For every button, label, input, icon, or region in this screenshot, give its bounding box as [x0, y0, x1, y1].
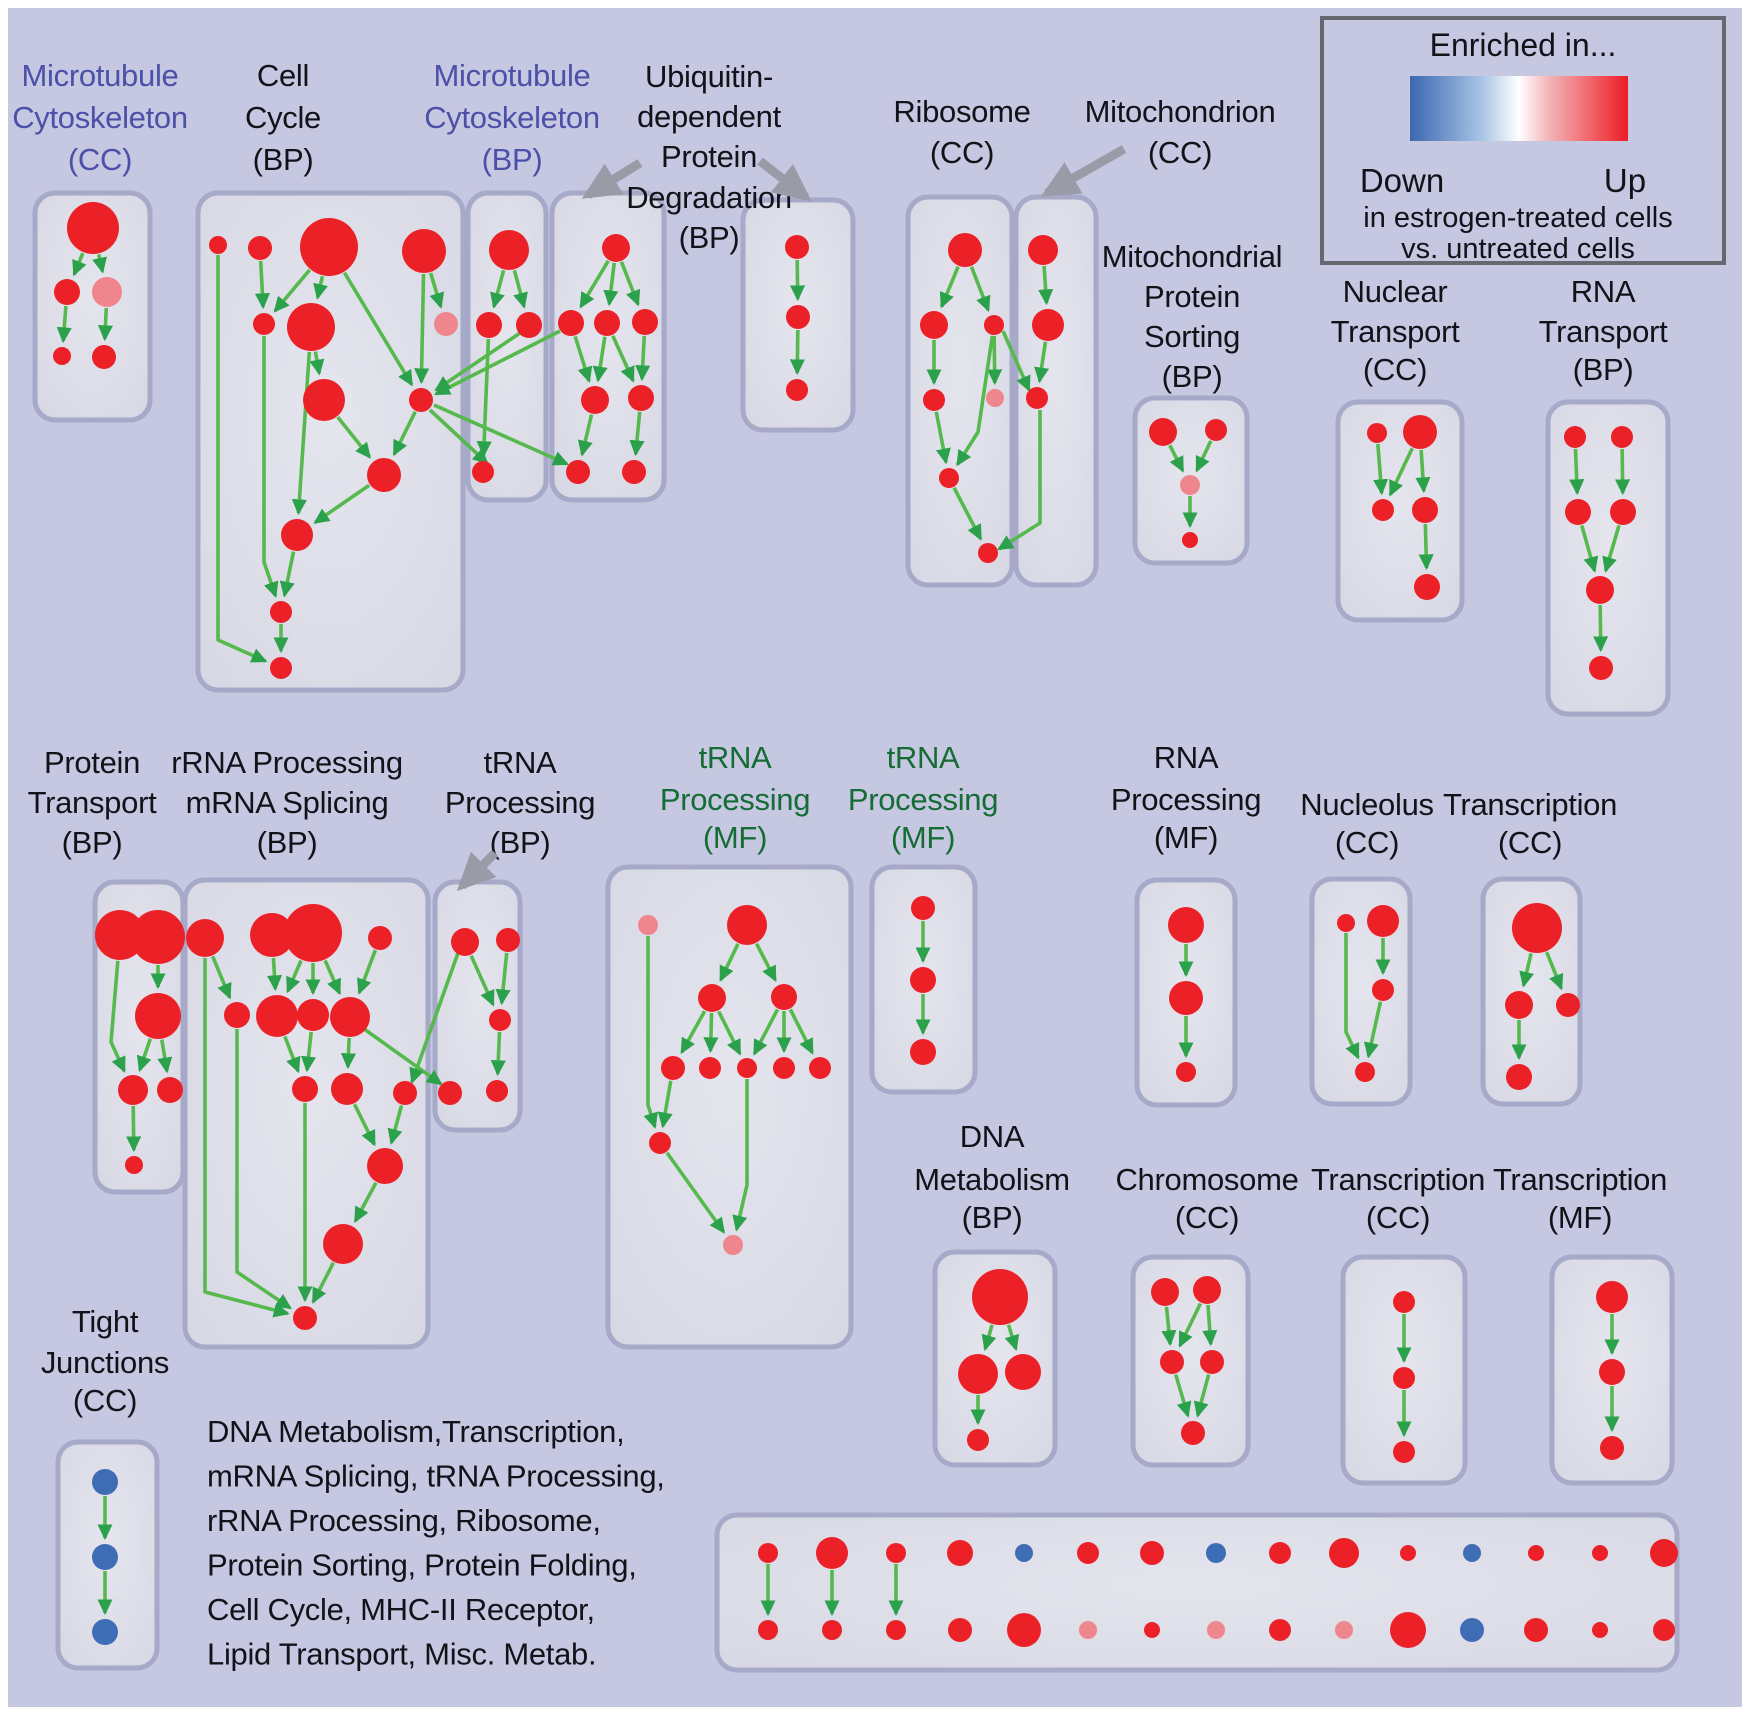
legend-subtitle-line2: vs. untreated cells: [1401, 233, 1635, 265]
protein-transport-bp-node-5: [125, 1156, 143, 1174]
mitochondrion-cc-node-0: [1028, 235, 1058, 265]
rna-processing-mf-node-0: [1168, 907, 1204, 943]
protein-transport-bp-label-line-2: (BP): [61, 825, 123, 860]
trna-processing-mf-large-node-1: [727, 905, 767, 945]
cell-cycle-bp-node-0: [209, 236, 227, 254]
mitochondrion-cc-node-2: [1026, 387, 1048, 409]
cell-cycle-bp-label-line-1: Cycle: [244, 100, 322, 135]
trna-processing-bp-node-2: [489, 1009, 511, 1031]
bottom-text-line-1: mRNA Splicing, tRNA Processing,: [207, 1458, 665, 1494]
rna-transport-bp-node-2: [1565, 499, 1591, 525]
microtubule-cytoskeleton-cc-node-4: [92, 345, 116, 369]
bottom-text-line-4: Cell Cycle, MHC-II Receptor,: [207, 1592, 595, 1627]
rrna-processing-mrna-splicing-bp-node-4: [224, 1002, 250, 1028]
tight-junctions-cc-node-2: [92, 1619, 118, 1645]
ubiquitin-degradation-bp-left-label-line-2: Protein: [660, 139, 758, 174]
misc-categories-box-node-28: [1592, 1622, 1608, 1638]
nuclear-transport-cc-label-line-0: Nuclear: [1342, 274, 1448, 309]
cell-cycle-bp-node-10: [281, 519, 313, 551]
trna-processing-mf-small-node-1: [910, 967, 936, 993]
microtubule-cytoskeleton-cc-label-line-0: Microtubule: [21, 58, 179, 93]
transcription-cc-mid-node-1: [1505, 991, 1533, 1019]
misc-categories-box-node-0: [758, 1543, 778, 1563]
misc-categories-box-node-13: [1592, 1545, 1608, 1561]
legend-title: Enriched in...: [1429, 27, 1617, 63]
misc-categories-box-node-7: [1206, 1543, 1226, 1563]
ubiquitin-degradation-bp-left-label-line-4: (BP): [678, 220, 740, 255]
ubiquitin-degradation-bp-left-label-line-1: dependent: [637, 99, 781, 134]
cell-cycle-bp-node-5: [287, 303, 335, 351]
chromosome-cc-node-3: [1200, 1350, 1224, 1374]
transcription-cc-mid-label-line-1: (CC): [1497, 825, 1563, 860]
rna-transport-bp-node-4: [1586, 576, 1614, 604]
misc-categories-box-node-9: [1329, 1538, 1359, 1568]
misc-categories-box-node-24: [1335, 1621, 1353, 1639]
rrna-processing-mrna-splicing-bp-edge-9: [348, 1038, 349, 1067]
chromosome-cc-node-1: [1193, 1276, 1221, 1304]
cell-cycle-bp-node-9: [367, 458, 401, 492]
rrna-processing-mrna-splicing-bp-node-6: [297, 999, 329, 1031]
transcription-mf-node-2: [1600, 1436, 1624, 1460]
ubiquitin-degradation-bp-right-node-1: [786, 305, 810, 329]
rrna-processing-mrna-splicing-bp-edge-2: [273, 958, 275, 989]
nuclear-transport-cc-node-1: [1403, 415, 1437, 449]
trna-processing-mf-large-node-0: [638, 915, 658, 935]
nucleolus-cc-node-2: [1372, 979, 1394, 1001]
cell-cycle-bp-edge-5: [421, 274, 423, 382]
trna-processing-mf-small-label-line-0: tRNA: [886, 740, 960, 775]
trna-processing-mf-large-node-10: [723, 1235, 743, 1255]
trna-processing-mf-large-node-9: [649, 1132, 671, 1154]
ubiquitin-degradation-bp-left-node-3: [632, 309, 658, 335]
trna-processing-mf-small-label-line-1: Processing: [847, 782, 999, 817]
misc-categories-box-node-15: [758, 1620, 778, 1640]
misc-categories-box-node-18: [948, 1618, 972, 1642]
tight-junctions-cc-label-line-2: (CC): [72, 1383, 138, 1418]
protein-transport-bp-node-1: [131, 910, 185, 964]
mitochondrion-cc-node-1: [1032, 309, 1064, 341]
rrna-processing-mrna-splicing-bp-node-11: [367, 1148, 403, 1184]
misc-categories-box-node-27: [1524, 1618, 1548, 1642]
cell-cycle-bp-node-7: [303, 379, 345, 421]
nuclear-transport-cc-node-4: [1414, 574, 1440, 600]
bottom-text-line-3: Protein Sorting, Protein Folding,: [207, 1547, 637, 1583]
mitochondrial-protein-sorting-bp-node-0: [1149, 418, 1177, 446]
transcription-cc-mid-label-line-0: Transcription: [1442, 787, 1618, 822]
rna-transport-bp-label-line-1: Transport: [1538, 314, 1668, 349]
ubiquitin-degradation-bp-left-node-1: [558, 310, 584, 336]
microtubule-cytoskeleton-bp-node-2: [516, 312, 542, 338]
microtubule-cytoskeleton-bp-node-3: [472, 461, 494, 483]
ubiquitin-degradation-bp-left-label-line-0: Ubiquitin-: [645, 59, 773, 94]
trna-processing-mf-large-label-line-0: tRNA: [698, 740, 772, 775]
microtubule-cytoskeleton-cc-node-2: [92, 277, 122, 307]
microtubule-cytoskeleton-bp-label-line-0: Microtubule: [433, 58, 591, 93]
ubiquitin-degradation-bp-left-node-5: [628, 385, 654, 411]
rrna-processing-mrna-splicing-bp-node-12: [323, 1224, 363, 1264]
chromosome-cc-label-line-0: Chromosome: [1115, 1162, 1299, 1197]
trna-processing-mf-large-node-8: [809, 1057, 831, 1079]
microtubule-cytoskeleton-cc-edge-3: [105, 308, 106, 339]
protein-transport-bp-edge-4: [133, 1106, 134, 1150]
ribosome-cc-node-3: [923, 389, 945, 411]
misc-categories-box-node-26: [1460, 1618, 1484, 1642]
tight-junctions-cc-label-line-0: Tight: [71, 1304, 139, 1339]
transcription-cc-bottom-label-line-0: Transcription: [1310, 1162, 1486, 1197]
ribosome-cc-label-line-1: (CC): [929, 135, 995, 170]
trna-processing-mf-large-node-5: [699, 1057, 721, 1079]
tight-junctions-cc-label-line-1: Junctions: [40, 1345, 170, 1380]
mitochondrial-protein-sorting-bp-node-3: [1182, 532, 1198, 548]
transcription-cc-bottom-node-2: [1393, 1441, 1415, 1463]
misc-categories-box-node-23: [1269, 1619, 1291, 1641]
nucleolus-cc-label-line-1: (CC): [1334, 825, 1400, 860]
trna-processing-mf-small-node-0: [911, 896, 935, 920]
trna-processing-bp-edge-2: [498, 1032, 500, 1074]
misc-categories-box-node-20: [1079, 1621, 1097, 1639]
nuclear-transport-cc-box: [1338, 402, 1462, 620]
rrna-processing-mrna-splicing-bp-label-line-0: rRNA Processing: [171, 745, 403, 780]
protein-transport-bp-node-2: [135, 993, 181, 1039]
tight-junctions-cc-node-0: [92, 1469, 118, 1495]
legend-down-label: Down: [1359, 162, 1445, 199]
mitochondrial-protein-sorting-bp-label-line-1: Protein: [1143, 279, 1241, 314]
rna-processing-mf-label-line-2: (MF): [1153, 820, 1219, 855]
misc-categories-box-node-16: [822, 1620, 842, 1640]
rrna-processing-mrna-splicing-bp-node-10: [393, 1081, 417, 1105]
transcription-mf-node-0: [1596, 1281, 1628, 1313]
ubiquitin-degradation-bp-left-node-7: [622, 460, 646, 484]
rrna-processing-mrna-splicing-bp-node-8: [292, 1076, 318, 1102]
cell-cycle-bp-node-2: [300, 218, 358, 276]
cell-cycle-bp-node-1: [248, 236, 272, 260]
transcription-mf-label-line-1: (MF): [1547, 1200, 1613, 1235]
microtubule-cytoskeleton-cc-label-line-1: Cytoskeleton: [12, 100, 188, 135]
dna-metabolism-bp-node-0: [972, 1269, 1028, 1325]
rna-transport-bp-node-1: [1611, 426, 1633, 448]
mitochondrial-protein-sorting-bp-label-line-3: (BP): [1161, 359, 1223, 394]
trna-processing-mf-large-node-6: [737, 1058, 757, 1078]
transcription-cc-bottom-label-line-1: (CC): [1365, 1200, 1431, 1235]
cell-cycle-bp-node-4: [253, 313, 275, 335]
trna-processing-bp-label-line-0: tRNA: [483, 745, 557, 780]
misc-categories-box-node-1: [816, 1537, 848, 1569]
nuclear-transport-cc-node-3: [1412, 497, 1438, 523]
cell-cycle-bp-label-line-2: (BP): [252, 142, 314, 177]
mitochondrial-protein-sorting-bp-label-line-0: Mitochondrial: [1101, 239, 1283, 274]
bottom-text-line-0: DNA Metabolism,Transcription,: [207, 1414, 625, 1449]
rrna-processing-mrna-splicing-bp-node-0: [186, 919, 224, 957]
ubiquitin-degradation-bp-right-node-2: [786, 379, 808, 401]
rna-transport-bp-edge-4: [1600, 605, 1601, 650]
ribosome-cc-node-2: [984, 315, 1004, 335]
rrna-processing-mrna-splicing-bp-node-9: [331, 1073, 363, 1105]
misc-categories-box-node-8: [1269, 1542, 1291, 1564]
rna-processing-mf-label-line-1: Processing: [1110, 782, 1262, 817]
ribosome-cc-node-4: [986, 389, 1004, 407]
bottom-text-line-5: Lipid Transport, Misc. Metab.: [207, 1636, 597, 1672]
trna-processing-mf-large-edge-4: [710, 1013, 711, 1051]
microtubule-cytoskeleton-bp-label-line-1: Cytoskeleton: [424, 100, 600, 135]
misc-categories-box-node-12: [1528, 1545, 1544, 1561]
misc-categories-box-box: [717, 1515, 1677, 1670]
nucleolus-cc-node-3: [1355, 1062, 1375, 1082]
microtubule-cytoskeleton-bp-node-0: [489, 230, 529, 270]
transcription-cc-mid-node-0: [1512, 903, 1562, 953]
rna-transport-bp-label-line-0: RNA: [1570, 274, 1636, 309]
protein-transport-bp-node-3: [118, 1075, 148, 1105]
misc-categories-box-node-5: [1077, 1542, 1099, 1564]
misc-categories-box-node-25: [1390, 1612, 1426, 1648]
mitochondrion-cc-edge-0: [1044, 266, 1046, 303]
nuclear-transport-cc-edge-3: [1425, 524, 1426, 568]
trna-processing-bp-label-line-2: (BP): [489, 825, 551, 860]
misc-categories-box-node-29: [1653, 1619, 1675, 1641]
mitochondrial-protein-sorting-bp-label-line-2: Sorting: [1143, 319, 1241, 354]
misc-categories-box-node-22: [1207, 1621, 1225, 1639]
rna-processing-mf-node-2: [1176, 1062, 1196, 1082]
mitochondrion-cc-label-line-1: (CC): [1147, 135, 1213, 170]
dna-metabolism-bp-label-line-1: Metabolism: [914, 1162, 1070, 1197]
rrna-processing-mrna-splicing-bp-node-5: [256, 995, 298, 1037]
rrna-processing-mrna-splicing-bp-node-3: [368, 926, 392, 950]
cell-cycle-bp-node-6: [434, 312, 458, 336]
microtubule-cytoskeleton-cc-node-1: [54, 279, 80, 305]
rna-transport-bp-edge-1: [1622, 449, 1623, 493]
trna-processing-bp-node-3: [438, 1081, 462, 1105]
chromosome-cc-node-4: [1181, 1421, 1205, 1445]
nucleolus-cc-label-line-0: Nucleolus: [1300, 787, 1434, 822]
microtubule-cytoskeleton-bp-label-line-2: (BP): [481, 142, 543, 177]
misc-categories-box-node-6: [1140, 1541, 1164, 1565]
trna-processing-mf-small-node-2: [910, 1039, 936, 1065]
transcription-cc-bottom-node-1: [1393, 1367, 1415, 1389]
trna-processing-mf-large-label-line-1: Processing: [659, 782, 811, 817]
trna-processing-mf-large-box: [608, 867, 851, 1347]
trna-processing-mf-large-label-line-2: (MF): [702, 820, 768, 855]
dna-metabolism-bp-node-1: [958, 1354, 998, 1394]
ubiquitin-degradation-bp-left-node-4: [581, 386, 609, 414]
nucleolus-cc-node-0: [1337, 914, 1355, 932]
rrna-processing-mrna-splicing-bp-label-line-1: mRNA Splicing: [185, 785, 389, 820]
cell-cycle-bp-label-line-0: Cell: [256, 58, 310, 93]
rna-transport-bp-edge-0: [1575, 449, 1577, 493]
mitochondrial-protein-sorting-bp-node-2: [1180, 475, 1200, 495]
trna-processing-mf-large-node-2: [698, 984, 726, 1012]
nuclear-transport-cc-label-line-2: (CC): [1362, 352, 1428, 387]
protein-transport-bp-label-line-0: Protein: [43, 745, 141, 780]
microtubule-cytoskeleton-cc-node-0: [67, 202, 119, 254]
transcription-mf-node-1: [1599, 1359, 1625, 1385]
chromosome-cc-node-0: [1151, 1278, 1179, 1306]
rna-processing-mf-node-1: [1169, 981, 1203, 1015]
trna-processing-bp-node-4: [486, 1080, 508, 1102]
tight-junctions-cc-node-1: [92, 1544, 118, 1570]
misc-categories-box-node-2: [886, 1543, 906, 1563]
trna-processing-mf-large-node-3: [771, 984, 797, 1010]
legend-up-label: Up: [1603, 162, 1647, 199]
misc-categories-box-node-3: [947, 1540, 973, 1566]
transcription-cc-bottom-node-0: [1393, 1291, 1415, 1313]
microtubule-cytoskeleton-cc-node-3: [53, 347, 71, 365]
mitochondrial-protein-sorting-bp-node-1: [1205, 419, 1227, 441]
ubiquitin-degradation-bp-left-node-0: [602, 234, 630, 262]
ribosome-cc-node-0: [948, 233, 982, 267]
rrna-processing-mrna-splicing-bp-node-13: [293, 1306, 317, 1330]
legend-gradient-bar: [1410, 76, 1628, 141]
dna-metabolism-bp-node-3: [967, 1429, 989, 1451]
ribosome-cc-edge-3: [994, 336, 995, 383]
ubiquitin-degradation-bp-left-label-line-3: Degradation: [626, 180, 792, 215]
transcription-cc-mid-node-2: [1556, 993, 1580, 1017]
transcription-mf-label-line-0: Transcription: [1492, 1162, 1668, 1197]
nuclear-transport-cc-node-0: [1367, 423, 1387, 443]
rna-transport-bp-node-0: [1564, 426, 1586, 448]
nucleolus-cc-node-1: [1367, 905, 1399, 937]
protein-transport-bp-node-4: [157, 1077, 183, 1103]
cell-cycle-bp-node-8: [409, 388, 433, 412]
chromosome-cc-label-line-1: (CC): [1174, 1200, 1240, 1235]
microtubule-cytoskeleton-cc-label-line-2: (CC): [67, 142, 133, 177]
misc-categories-box-node-11: [1463, 1544, 1481, 1562]
misc-categories-box-node-14: [1650, 1539, 1678, 1567]
cell-cycle-bp-node-11: [270, 601, 292, 623]
trna-processing-bp-node-1: [496, 928, 520, 952]
rna-transport-bp-label-line-2: (BP): [1572, 352, 1634, 387]
trna-processing-bp-node-0: [451, 928, 479, 956]
ubiquitin-degradation-bp-right-edge-1: [797, 330, 798, 373]
legend-subtitle-line1: in estrogen-treated cells: [1363, 202, 1673, 234]
rna-processing-mf-label-line-0: RNA: [1153, 740, 1219, 775]
chromosome-cc-node-2: [1160, 1350, 1184, 1374]
cell-cycle-bp-node-3: [402, 229, 446, 273]
ribosome-cc-label-line-0: Ribosome: [893, 94, 1031, 129]
rrna-processing-mrna-splicing-bp-node-7: [330, 997, 370, 1037]
ribosome-cc-node-6: [978, 543, 998, 563]
dna-metabolism-bp-label-line-0: DNA: [959, 1119, 1025, 1154]
transcription-cc-mid-node-3: [1506, 1064, 1532, 1090]
rrna-processing-mrna-splicing-bp-node-2: [284, 904, 342, 962]
ribosome-cc-node-1: [920, 311, 948, 339]
ubiquitin-degradation-bp-right-edge-0: [797, 260, 798, 299]
ubiquitin-degradation-bp-left-node-6: [566, 460, 590, 484]
microtubule-cytoskeleton-bp-node-1: [476, 312, 502, 338]
rna-transport-bp-node-5: [1589, 656, 1613, 680]
protein-transport-bp-label-line-1: Transport: [27, 785, 157, 820]
misc-categories-box-node-4: [1015, 1544, 1033, 1562]
misc-categories-box-node-21: [1144, 1622, 1160, 1638]
cell-cycle-bp-edge-1: [261, 261, 263, 307]
ubiquitin-degradation-bp-right-node-0: [785, 235, 809, 259]
dna-metabolism-bp-node-2: [1005, 1354, 1041, 1390]
bottom-text-line-2: rRNA Processing, Ribosome,: [207, 1503, 601, 1538]
trna-processing-bp-label-line-1: Processing: [444, 785, 596, 820]
trna-processing-mf-large-node-7: [773, 1057, 795, 1079]
trna-processing-mf-large-node-4: [661, 1056, 685, 1080]
nuclear-transport-cc-label-line-1: Transport: [1330, 314, 1460, 349]
mitochondrion-cc-label-line-0: Mitochondrion: [1084, 94, 1276, 129]
ribosome-cc-node-5: [939, 468, 959, 488]
misc-categories-box-node-19: [1007, 1613, 1041, 1647]
ubiquitin-degradation-bp-left-edge-6: [642, 336, 644, 379]
legend: [1322, 18, 1724, 265]
nuclear-transport-cc-node-2: [1372, 499, 1394, 521]
misc-categories-box-node-10: [1400, 1545, 1416, 1561]
dna-metabolism-bp-label-line-2: (BP): [961, 1200, 1023, 1235]
cell-cycle-bp-node-12: [270, 657, 292, 679]
ubiquitin-degradation-bp-left-node-2: [594, 310, 620, 336]
rna-transport-bp-node-3: [1610, 499, 1636, 525]
rrna-processing-mrna-splicing-bp-label-line-2: (BP): [256, 825, 318, 860]
trna-processing-mf-small-label-line-2: (MF): [890, 820, 956, 855]
misc-categories-box-node-17: [886, 1620, 906, 1640]
